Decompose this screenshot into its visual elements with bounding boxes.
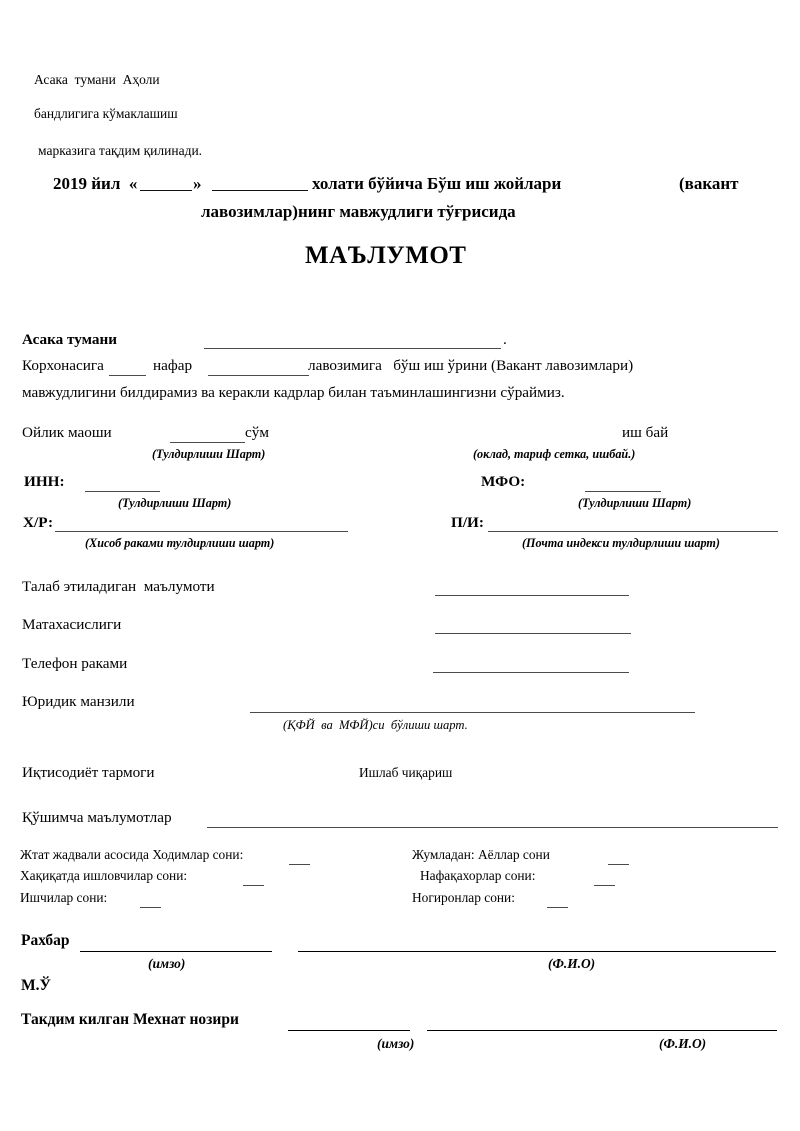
address-note: (ҚФЙ ва МФЙ)си бўлиши шарт. [283,718,468,732]
intro-position-blank[interactable] [208,375,309,376]
field-speciality-label: Матахасислиги [22,616,122,633]
title-quote-close: » [193,174,202,193]
stat-left-blank-1[interactable] [243,885,264,886]
address-blank[interactable] [250,712,695,713]
intro-part1: Корхонасига [22,357,104,374]
page-title: МАЪЛУМОТ [305,242,467,269]
stat-left-label-0: Жтат жадвали асосида Ходимлар сони: [20,847,244,862]
stat-left-blank-2[interactable] [140,907,161,908]
intro-count-blank[interactable] [109,375,146,376]
extra-info-label: Қўшимча маълумотлар [22,809,172,826]
postal-note: (Почта индекси тулдирлиши шарт) [522,536,720,550]
account-label: Х/Р: [23,514,54,531]
sector-label: Иқтисодиёт тармоги [22,764,155,781]
address-label: Юридик манзили [22,693,135,710]
salary-amount-blank[interactable] [170,442,245,443]
salary-unit: сўм [245,424,269,441]
mfo-blank[interactable] [585,491,661,492]
intro-part2: нафар [153,357,193,374]
manager-name-blank[interactable] [298,951,776,952]
header-line-3: марказига тақдим қилинади. [38,143,203,158]
inn-blank[interactable] [85,491,160,492]
stat-right-label-0: Жумладан: Аёллар сони [412,847,550,862]
field-education-blank[interactable] [435,595,629,596]
submitter-signature-note: (имзо) [377,1036,415,1051]
title-line2: лавозимлар)нинг мавжудлиги тўғрисида [201,202,516,221]
postal-blank[interactable] [488,531,778,532]
sector-value: Ишлаб чиқариш [359,765,453,780]
stat-right-blank-1[interactable] [594,885,615,886]
stat-right-blank-0[interactable] [608,864,629,865]
account-note: (Хисоб раками тулдирлиши шарт) [85,536,275,550]
submitter-name-note: (Ф.И.О) [659,1036,707,1051]
title-line1-text: холати бўйича Бўш иш жойлари [312,174,562,193]
intro-line2: мавжудлигини билдирамиз ва керакли кадрлар билан таъминлашингизни сўраймиз. [22,384,565,401]
submitter-signature-blank[interactable] [288,1030,410,1031]
title-day-blank[interactable] [140,190,192,191]
intro-part3: лавозимига бўш иш ўрини (Вакант лавозимлари) [308,357,634,374]
postal-label: П/И: [451,514,484,531]
submitter-name-blank[interactable] [427,1030,777,1031]
inn-note: (Тулдирлиши Шарт) [118,496,232,510]
salary-note: (Тулдирлиши Шарт) [152,447,266,461]
district-period: . [503,331,507,348]
manager-signature-blank[interactable] [80,951,272,952]
inn-label: ИНН: [24,473,65,490]
header-line-2: бандлигига кўмаклашиш [34,106,178,121]
manager-name-note: (Ф.И.О) [548,956,596,971]
stat-left-label-1: Хақиқатда ишловчилар сони: [20,868,188,883]
account-blank[interactable] [55,531,348,532]
salary-type-note: (оклад, тариф сетка, ишбай.) [473,447,636,461]
stat-right-label-2: Ногиронлар сони: [412,890,515,905]
title-year-prefix: 2019 йил « [53,174,138,193]
stat-right-blank-2[interactable] [547,907,568,908]
header-line-1: Асака тумани Аҳоли [34,72,160,87]
field-phone-blank[interactable] [433,672,629,673]
stamp-label: М.Ў [21,977,51,994]
title-month-blank[interactable] [212,190,308,191]
stat-right-label-1: Нафақахорлар сони: [420,868,536,883]
stat-left-label-2: Ишчилар сони: [20,890,108,905]
field-phone-label: Телефон раками [22,655,128,672]
district-label: Асака тумани [22,331,118,348]
salary-type-label: иш бай [622,424,669,441]
title-line1-paren: (вакант [679,174,739,193]
manager-label: Рахбар [21,932,70,949]
mfo-label: МФО: [481,473,526,490]
district-name-blank[interactable] [204,348,501,349]
field-education-label: Талаб этиладиган маълумоти [22,578,215,595]
submitter-label: Такдим килган Мехнат нозири [21,1011,239,1028]
manager-signature-note: (имзо) [148,956,186,971]
field-speciality-blank[interactable] [435,633,631,634]
extra-info-blank[interactable] [207,827,778,828]
stat-left-blank-0[interactable] [289,864,310,865]
salary-label: Ойлик маоши [22,424,112,441]
mfo-note: (Тулдирлиши Шарт) [578,496,692,510]
